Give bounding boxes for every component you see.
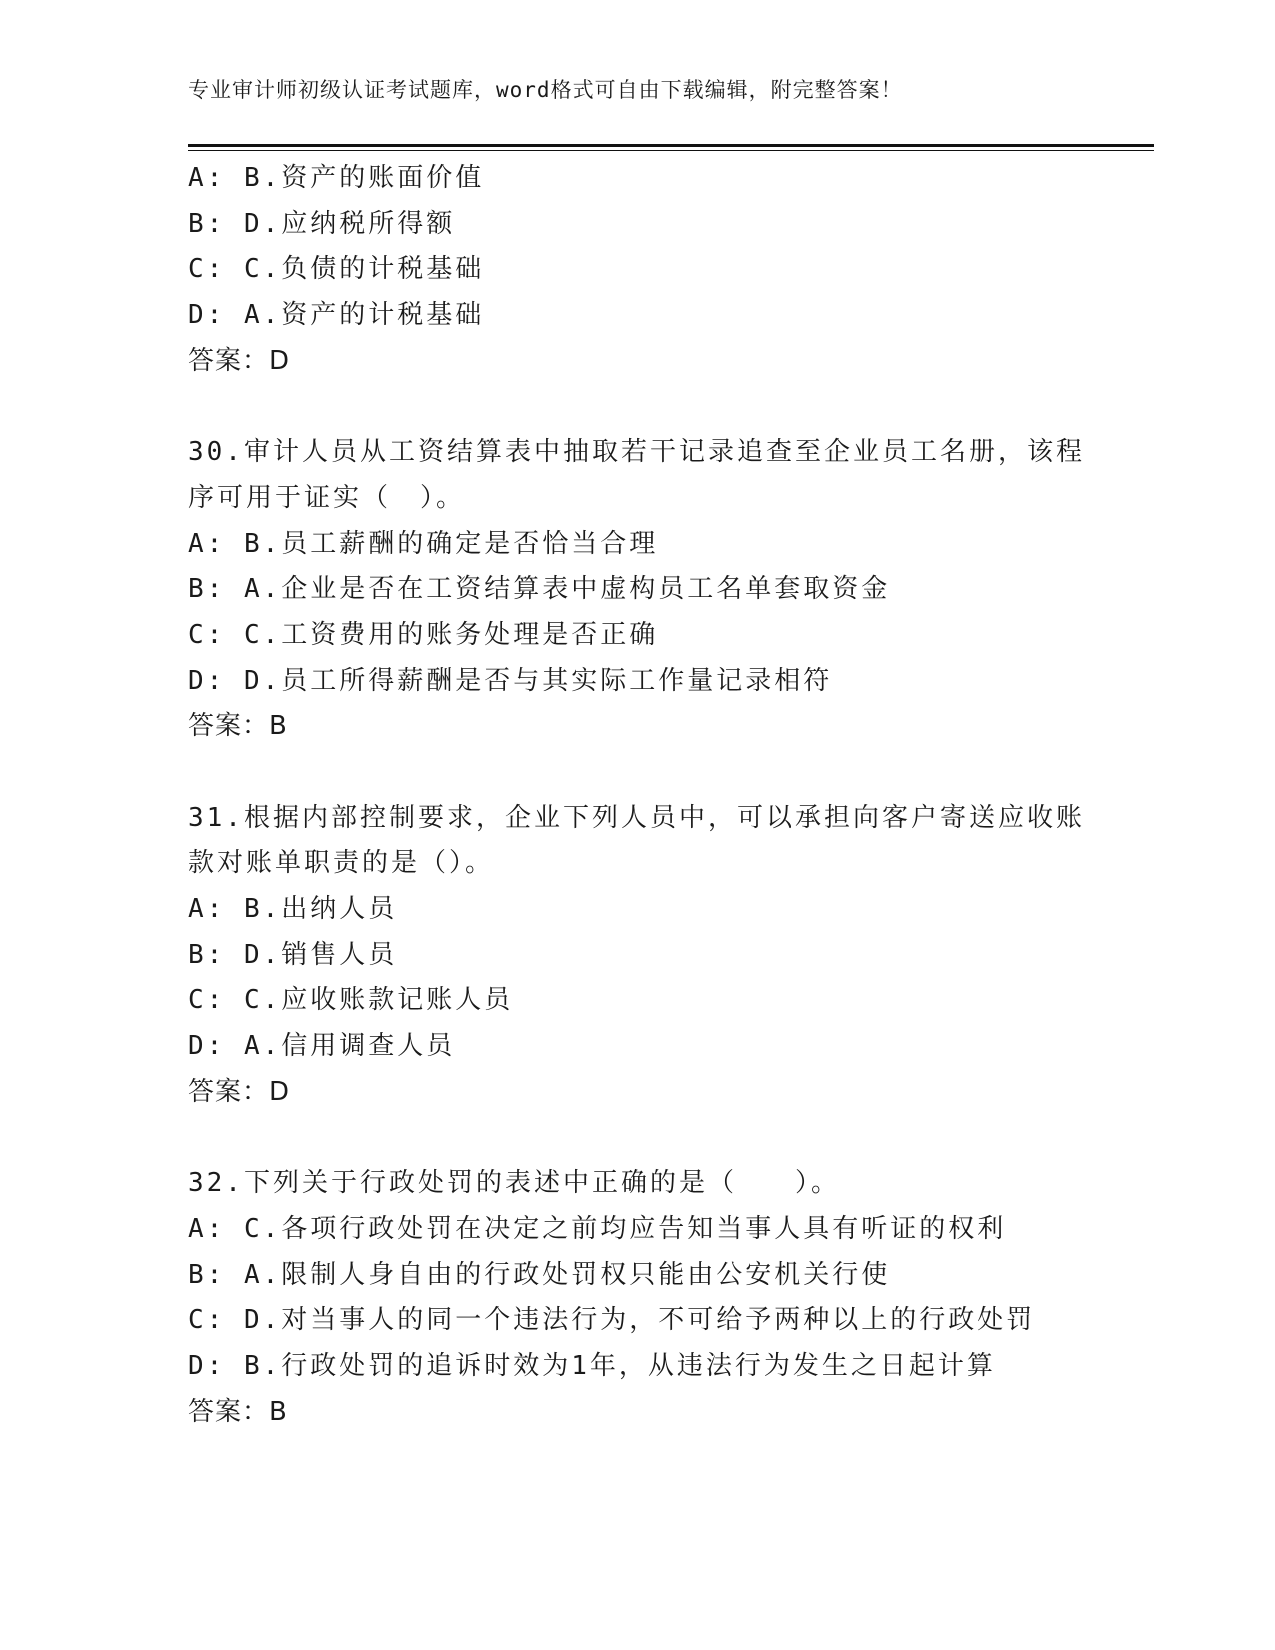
answer-line: 答案：D <box>188 1076 291 1107</box>
question-stem: 32.下列关于行政处罚的表述中正确的是（ ）。 <box>188 1168 840 1199</box>
answer-line: 答案：B <box>188 711 288 742</box>
option-line: B: A.企业是否在工资结算表中虚构员工名单套取资金 <box>188 574 891 605</box>
option-line: C: C.应收账款记账人员 <box>188 985 514 1016</box>
option-line: D: A.信用调查人员 <box>188 1031 456 1062</box>
spacer <box>188 1115 1088 1161</box>
option-line: C: C.工资费用的账务处理是否正确 <box>188 619 659 650</box>
answer-line: 答案：B <box>188 1396 288 1427</box>
question-stem: 序可用于证实（ ）。 <box>188 482 466 513</box>
question-stem: 31.根据内部控制要求，企业下列人员中，可以承担向客户寄送应收账 <box>188 802 1085 833</box>
page-header: 专业审计师初级认证考试题库，word格式可自由下载编辑，附完整答案！ <box>188 78 903 102</box>
question-content <box>188 156 1088 1435</box>
option-line: C: C.负债的计税基础 <box>188 254 485 285</box>
question-stem: 30.审计人员从工资结算表中抽取若干记录追查至企业员工名册，该程 <box>188 437 1085 468</box>
option-line: A: C.各项行政处罚在决定之前均应告知当事人具有听证的权利 <box>188 1213 1007 1244</box>
option-line: D: A.资产的计税基础 <box>188 300 485 331</box>
option-line: B: A.限制人身自由的行政处罚权只能由公安机关行使 <box>188 1259 891 1290</box>
answer-line: 答案：D <box>188 345 291 376</box>
option-line: A: B.员工薪酬的确定是否恰当合理 <box>188 528 659 559</box>
option-line: A: B.出纳人员 <box>188 894 398 924</box>
option-line: D: D.员工所得薪酬是否与其实际工作量记录相符 <box>188 665 833 696</box>
spacer <box>188 384 1088 430</box>
question-32 <box>188 1161 1088 1435</box>
question-30 <box>188 430 1088 750</box>
option-line: B: D.应纳税所得额 <box>188 208 456 239</box>
question-31 <box>188 796 1088 1116</box>
header-rule-thin <box>188 150 1154 151</box>
spacer <box>188 750 1088 796</box>
question-29-continued <box>188 156 1088 384</box>
option-line: C: D.对当事人的同一个违法行为，不可给予两种以上的行政处罚 <box>188 1305 1036 1336</box>
option-line: A: B.资产的账面价值 <box>188 163 485 193</box>
option-line: B: D.销售人员 <box>188 939 398 970</box>
question-stem: 款对账单职责的是（）。 <box>188 848 495 879</box>
option-line: D: B.行政处罚的追诉时效为1年，从违法行为发生之日起计算 <box>188 1350 996 1381</box>
header-rule-thick <box>188 144 1154 147</box>
